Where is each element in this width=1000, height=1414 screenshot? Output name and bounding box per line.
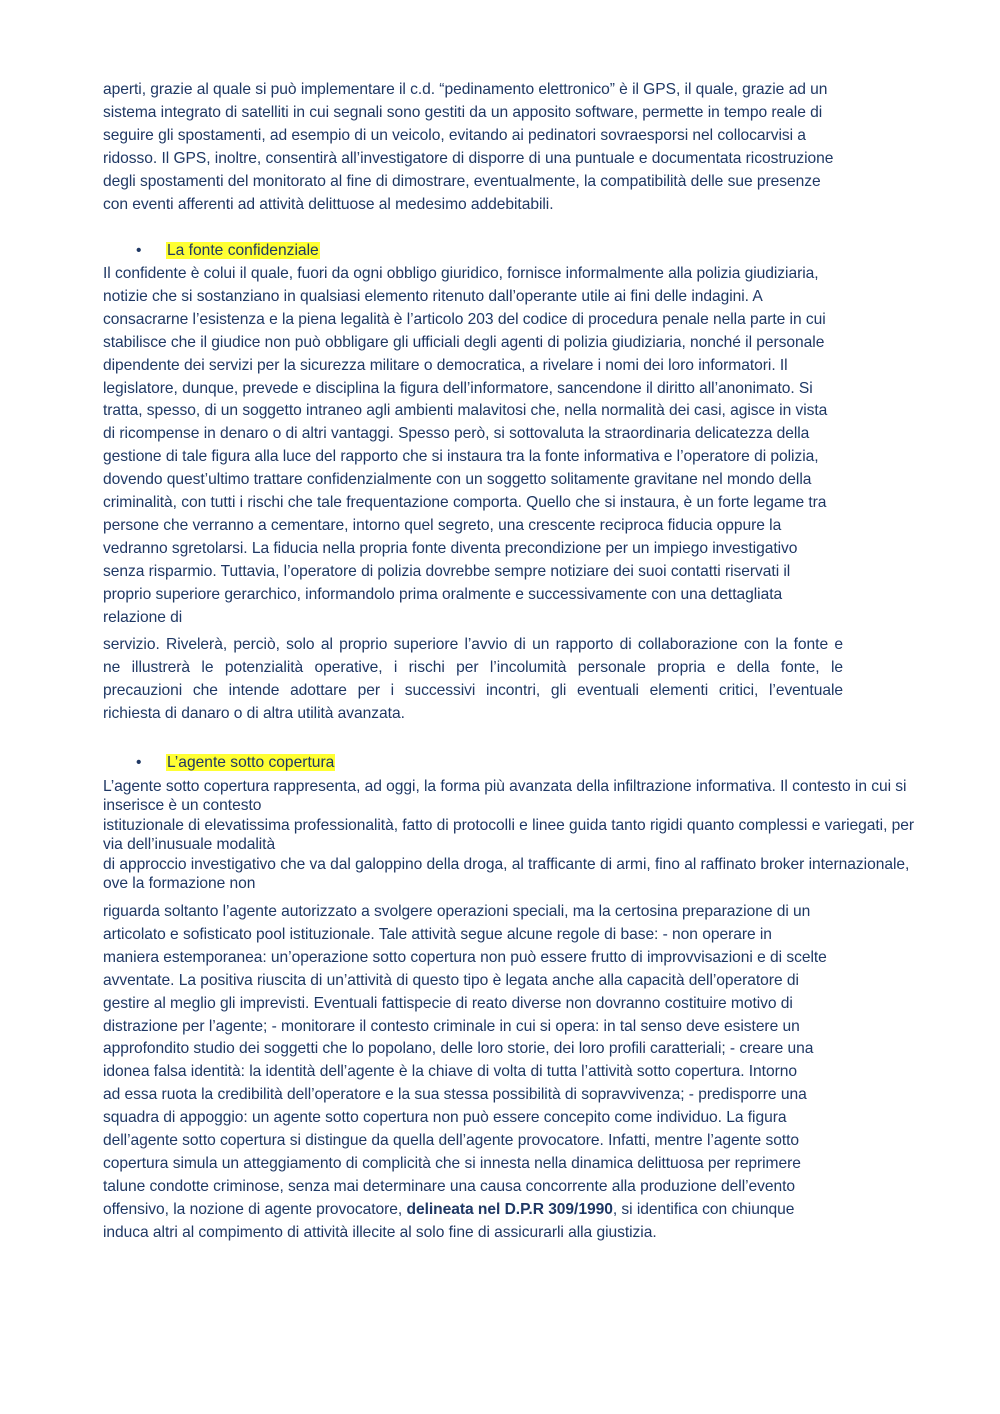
- text-line: persone che verranno a cementare, intorno quel segreto, una crescente reciproca fiducia oppure la: [103, 516, 782, 534]
- text-line-with-bold: [103, 1199, 863, 1222]
- text-line: consacrarne l’esistenza e la piena legalità è l’articolo 203 del codice di procedura penale nella parte in cui: [103, 310, 826, 328]
- text-line: ad essa ruota la credibilità dell’operatore e la sua stessa possibilità di sopravvivenza; - predisporre una: [103, 1086, 807, 1104]
- text-line: sistema integrato di satelliti in cui segnali sono gestiti da un apposito software, permette in tempo reale di: [103, 103, 823, 121]
- text-line: avventate. La positiva riuscita di un’attività di questo tipo è legata anche alla capacità dell’operatore di: [103, 971, 799, 989]
- text-line: ridosso. Il GPS, inoltre, consentirà all’investigatore di disporre di una puntuale e documentata ricostruzione: [103, 149, 834, 167]
- text-line: di approccio investigativo che va dal galoppino della droga, al trafficante di armi, fino al raffinato broker internazionale, ove la formazione non: [103, 856, 910, 892]
- text-line: copertura simula un atteggiamento di complicità che si innesta nella dinamica delittuosa per reprimere: [103, 1154, 801, 1172]
- section-heading-agente-sotto-copertura: [136, 751, 335, 775]
- text-line: riguarda soltanto l’agente autorizzato a svolgere operazioni speciali, ma la certosina preparazione di un: [103, 903, 811, 920]
- text-line: degli spostamenti del monitorato al fine di dimostrare, eventualmente, la compatibilità delle sue presenze: [103, 172, 821, 190]
- text-line: tratta, spesso, di un soggetto intraneo agli ambienti malavitosi che, nella normalità dei casi, agisce in vista: [103, 402, 828, 420]
- bullet-icon: •: [136, 754, 142, 771]
- text-line: squadra di appoggio: un agente sotto copertura non può essere concepito come individuo. La figura: [103, 1109, 787, 1127]
- text-line: legislatore, dunque, prevede e disciplina la figura dell’informatore, sancendone il diritto all’anonimato. Si: [103, 379, 813, 397]
- text-line: notizie che si sostanziano in qualsiasi elemento ritenuto dall’operante utile ai fini delle indagini. A: [103, 287, 763, 305]
- text-segment: , si identifica con chiunque: [612, 1200, 795, 1218]
- text-line: criminalità, con tutti i rischi che tale frequentazione comporta. Quello che si instaura, è un forte legame tra: [103, 494, 827, 512]
- paragraph-agente-intro: [103, 778, 933, 893]
- text-line: vedranno sgretolarsi. La fiducia nella propria fonte diventa precondizione per un impiego investigativo: [103, 539, 798, 557]
- heading-text: L’agente sotto copertura: [167, 754, 335, 771]
- text-line: gestione di tale figura alla luce del rapporto che si instaura tra la fonte informativa e l’operatore di polizia,: [103, 448, 819, 466]
- text-line: aperti, grazie al quale si può implementare il c.d. “pedinamento elettronico” è il GPS, il quale, grazie ad un: [103, 81, 828, 98]
- text-line: precauzioni che intende adottare per i successivi incontri, gli eventuali elementi critici, l’eventuale: [103, 681, 843, 699]
- text-line: richiesta di danaro o di altra utilità avanzata.: [103, 704, 405, 722]
- text-line: induca altri al compimento di attività illecite al solo fine di assicurarli alla giustizia.: [103, 1223, 657, 1241]
- text-line: con eventi afferenti ad attività delittuose al medesimo addebitabili.: [103, 195, 554, 213]
- text-line: servizio. Rivelerà, perciò, solo al proprio superiore l’avvio di un rapporto di collaborazione con la fonte e: [103, 636, 843, 653]
- text-line: seguire gli spostamenti, ad esempio di un veicolo, evitando ai pedinatori sovraesporsi nel collocarvisi a: [103, 126, 806, 144]
- text-line: Il confidente è colui il quale, fuori da ogni obbligo giuridico, fornisce informalmente alla polizia giudiziaria,: [103, 265, 819, 282]
- text-line: stabilisce che il giudice non può obbligare gli ufficiali degli agenti di polizia giudiziaria, nonché il personale: [103, 333, 825, 351]
- text-line: L’agente sotto copertura rappresenta, ad oggi, la forma più avanzata della infiltrazione informativa. Il contesto in cui si inserisce è un contesto: [103, 778, 907, 814]
- text-line: distrazione per l’agente; - monitorare il contesto criminale in cui si opera: in tal senso deve esistere un: [103, 1017, 800, 1035]
- section-heading-fonte-confidenziale: [136, 239, 320, 263]
- text-line: maniera estemporanea: un’operazione sotto copertura non può essere frutto di improvvisazioni e di scelte: [103, 948, 827, 966]
- text-line: gestire al meglio gli imprevisti. Eventuali fattispecie di reato diverse non dovranno costituire motivo di: [103, 994, 793, 1012]
- heading-text: La fonte confidenziale: [167, 242, 319, 259]
- text-line: dovendo quest’ultimo trattare confidenzialmente con un soggetto solitamente gravitane nel mondo della: [103, 471, 812, 489]
- text-line: articolato e sofisticato pool istituzionale. Tale attività segue alcune regole di base: - non operare in: [103, 925, 772, 943]
- paragraph-fonte-confidenziale: [103, 263, 863, 630]
- paragraph-fonte-continuation: [103, 634, 843, 726]
- text-segment: offensivo, la nozione di agente provocatore,: [103, 1200, 407, 1218]
- text-line: idonea falsa identità: la identità dell’agente è la chiave di volta di tutta l’attività sotto copertura. Intorno: [103, 1063, 797, 1081]
- text-line: proprio superiore gerarchico, informandolo prima oralmente e successivamente con una dettagliata: [103, 585, 783, 603]
- bullet-icon: •: [136, 242, 142, 259]
- paragraph-agente-body: [103, 901, 863, 1245]
- text-line: senza risparmio. Tuttavia, l’operatore di polizia dovrebbe sempre notiziare dei suoi contatti riservati il: [103, 562, 791, 580]
- text-line: talune condotte criminose, senza mai determinare una causa concorrente alla produzione dell’evento: [103, 1177, 796, 1195]
- text-line: dell’agente sotto copertura si distingue da quella dell’agente provocatore. Infatti, mentre l’agente sotto: [103, 1132, 800, 1150]
- text-line: dipendente dei servizi per la sicurezza militare o democratica, a rivelare i nomi dei loro informatori. Il: [103, 356, 788, 374]
- text-line: approfondito studio dei soggetti che lo popolano, delle loro storie, dei loro profili caratteriali; - creare una: [103, 1040, 814, 1058]
- paragraph-gps: [103, 79, 863, 216]
- text-line: relazione di: [103, 608, 183, 626]
- text-line: ne illustrerà le potenzialità operative, i rischi per l’incolumità personale propria e della fonte, le: [103, 658, 843, 676]
- dpr-reference: delineata nel D.P.R 309/1990: [406, 1200, 613, 1218]
- text-line: di ricompense in denaro o di altri vantaggi. Spesso però, si sottovaluta la straordinaria delicatezza della: [103, 425, 810, 443]
- text-line: istituzionale di elevatissima professionalità, fatto di protocolli e linee guida tanto rigidi quanto complessi e variegati, per via dell’inusuale modalità: [103, 817, 915, 853]
